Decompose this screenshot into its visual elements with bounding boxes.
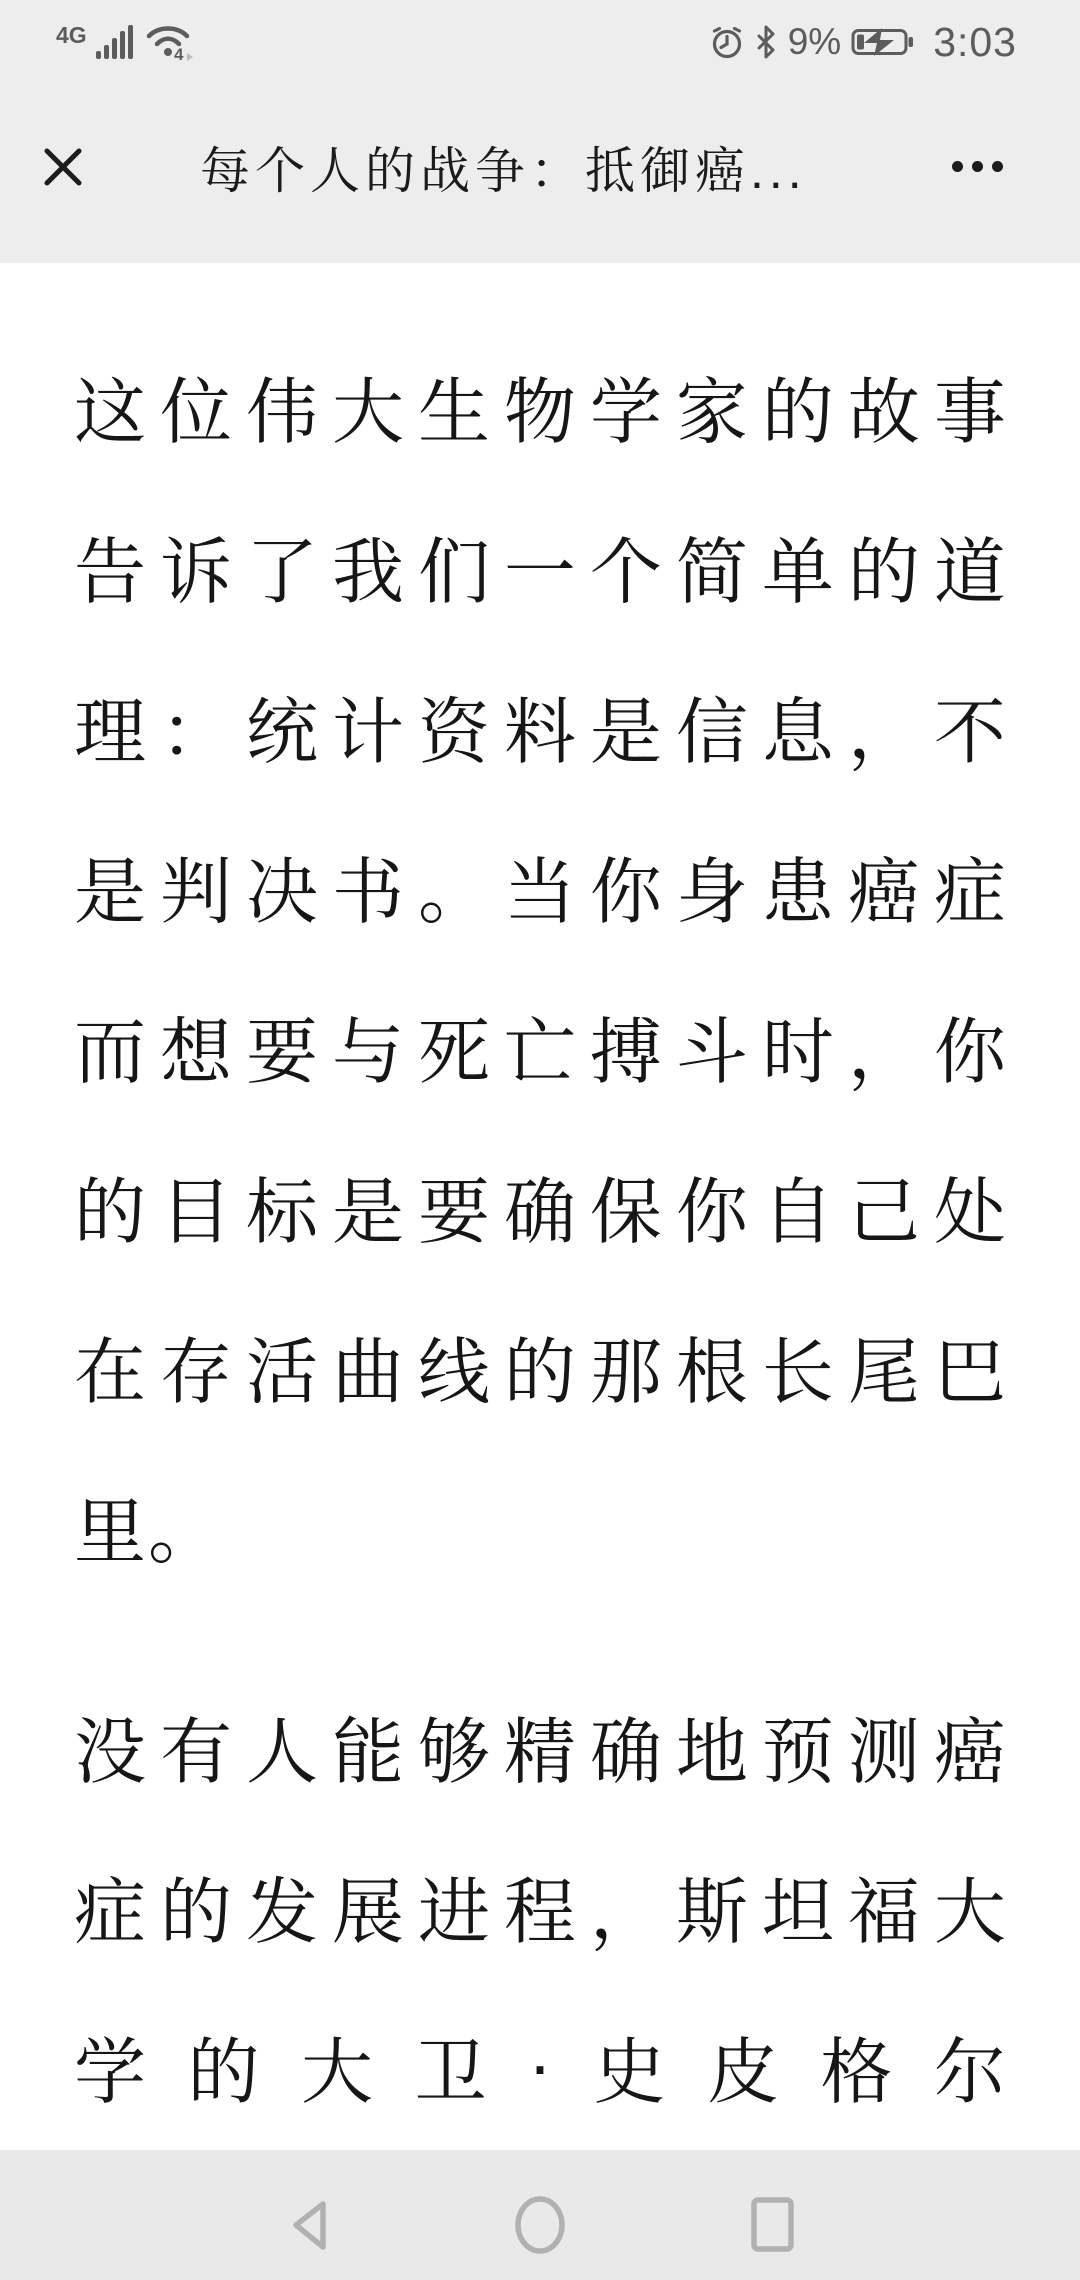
text-line: 里。 xyxy=(74,1493,223,1573)
status-left-group xyxy=(56,23,193,61)
home-icon[interactable] xyxy=(512,2196,568,2256)
top-chrome xyxy=(0,0,1080,263)
paragraph xyxy=(74,1666,1006,2146)
text-line: 学 的 大 卫 · 史 皮 格 尔 xyxy=(74,2026,1006,2113)
text-line: 告 诉 了 我 们 一 个 简 单 的 道 xyxy=(74,533,1006,613)
status-right-group xyxy=(710,19,1017,66)
wifi-icon xyxy=(145,23,193,61)
recents-icon[interactable] xyxy=(748,2196,796,2256)
paragraph xyxy=(74,326,1006,1606)
battery-charging-icon xyxy=(851,27,915,57)
text-line: 而 想 要 与 死 亡 搏 斗 时 ， 你 xyxy=(74,1013,1006,1093)
clock-label: 3:03 xyxy=(933,18,1017,65)
text-line: 理 ： 统 计 资 料 是 信 息 ， 不 xyxy=(74,693,1006,773)
title-bar xyxy=(0,70,1080,263)
text-line: 在 存 活 曲 线 的 那 根 长 尾 巴 xyxy=(74,1333,1006,1413)
status-bar xyxy=(0,0,1080,70)
text-line: 症 的 发 展 进 程 ， 斯 坦 福 大 xyxy=(74,1873,1006,1953)
text-line: 是 判 决 书 。 当 你 身 患 癌 症 xyxy=(74,853,1006,933)
text-line: 这 位 伟 大 生 物 学 家 的 故 事 xyxy=(74,373,1006,453)
network-type-label: 4G xyxy=(56,21,87,48)
text-line: 的 目 标 是 要 确 保 你 自 己 处 xyxy=(74,1173,1006,1253)
battery-percent-label: 9% xyxy=(787,21,842,62)
bluetooth-icon xyxy=(754,24,778,60)
reader-content xyxy=(0,263,1080,2150)
page-title: 每个人的战争：抵御癌... xyxy=(200,142,807,199)
close-icon[interactable] xyxy=(40,144,86,190)
back-icon[interactable] xyxy=(286,2196,334,2256)
android-nav-bar xyxy=(0,2150,1080,2280)
signal-bars-icon xyxy=(96,24,136,60)
more-icon[interactable] xyxy=(952,161,1003,172)
text-line: 没 有 人 能 够 精 确 地 预 测 癌 xyxy=(74,1713,1006,1793)
wifi-generation-badge: 4 xyxy=(173,45,184,61)
alarm-clock-icon xyxy=(710,25,744,59)
